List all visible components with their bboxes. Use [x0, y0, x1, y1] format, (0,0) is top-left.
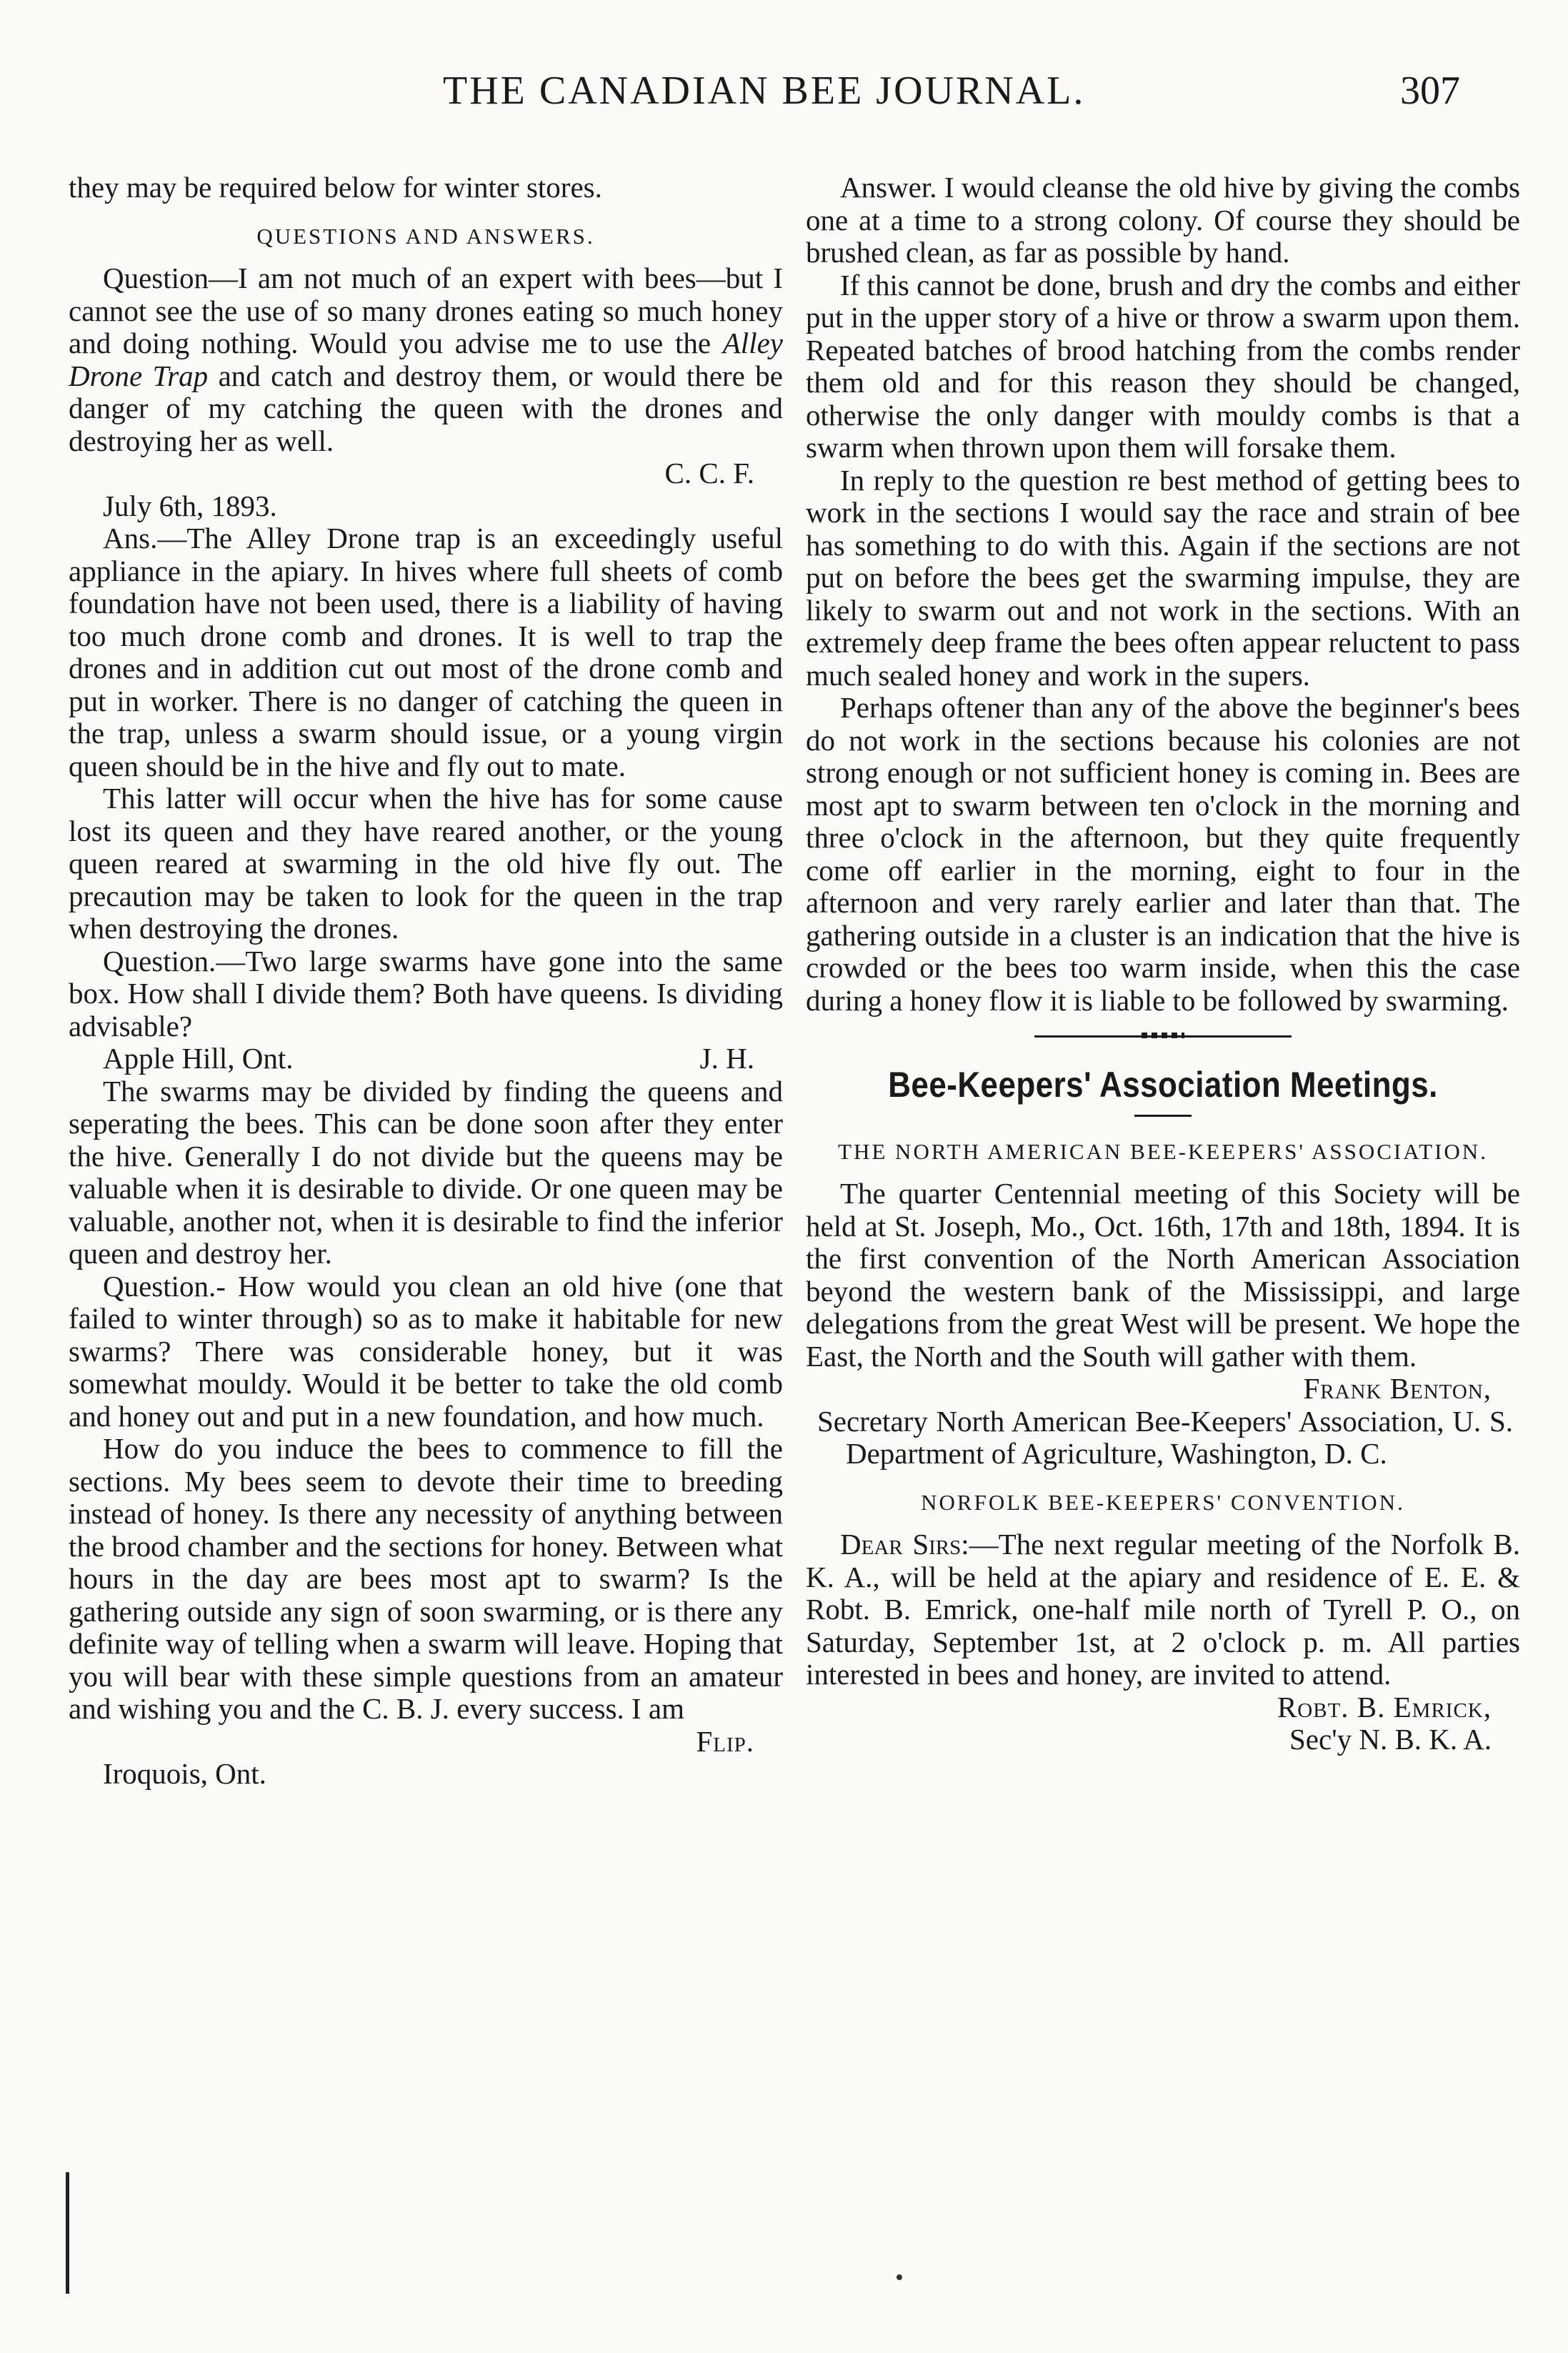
- answer-3-para-4: Perhaps oftener than any of the above the beginner's bees do not work in the sections because his colonies are not strong enough or not sufficient honey is coming in. Bees are most apt to swarm between ten o'clock in the morning and three o'clock in the afternoon, but they quite frequently come off earlier in the morning, eight to four in the afternoon and very rarely earlier and later than that. The gathering outside in a cluster is an indication that the hive is crowded or the bees too warm inside, when this the case during a honey flow it is liable to be followed by swarming.: [806, 691, 1520, 1017]
- right-column: [806, 171, 1520, 1756]
- question-2-place: Apple Hill, Ont.: [103, 1042, 294, 1075]
- north-american-signature: Frank Benton,: [1303, 1372, 1492, 1405]
- question-1: [69, 262, 783, 457]
- answer-1: Ans.—The Alley Drone trap is an exceedingly useful appliance in the apiary. In hives where full sheets of comb foundation have not been used, there is a liability of having too much drone comb and drones. It is well to trap the drones and in addition cut out most of the drone comb and put in worker. There is no danger of catching the queen in the trap, unless a swarm should issue, or a young virgin queen should be in the hive and fly out to mate.: [69, 522, 783, 782]
- stray-dot: [897, 2274, 902, 2280]
- question-3: Question.- How would you clean an old hive (one that failed to winter through) so as to make it habitable for new swarms? There was considerable honey, but it was somewhat mouldy. Would it be better to take the old comb and honey out and put in a new foundation, and how much.: [69, 1269, 783, 1433]
- answer-3-para-2: If this cannot be done, brush and dry the combs and either put in the upper story of a hive or throw a swarm upon them. Repeated batches of brood hatching from the combs render them old and for this reason they should be changed, otherwise the only danger with mouldy combs is that a swarm when thrown upon them will forsake them.: [806, 268, 1520, 464]
- answer-1-continued: This latter will occur when the hive has for some cause lost its queen and they have reared another, or the young queen reared at swarming in the old hive fly out. The precaution may be taken to look for the queen in the trap when destroying the drones.: [69, 782, 783, 945]
- north-american-title: Secretary North American Bee-Keepers' Association, U. S. Department of Agriculture, Washington, D. C.: [817, 1404, 1513, 1470]
- page-number: 307: [1400, 69, 1460, 113]
- trap-name: Alley Drone Trap: [69, 327, 783, 392]
- question-1-date: July 6th, 1893.: [103, 489, 277, 522]
- north-american-heading: THE NORTH AMERICAN BEE-KEEPERS' ASSOCIATION.: [838, 1138, 1488, 1164]
- question-3-signature: Flip.: [696, 1724, 754, 1758]
- question-2: Question.—Two large swarms have gone into the same box. How shall I divide them? Both have queens. Is dividing advisable?: [69, 944, 783, 1043]
- norfolk-body-text: —The next regular meeting of the Norfolk B. K. A., will be held at the apiary and residence of E. E. & Robt. B. Emrick, one-half mile north of Tyrell P. O., on Saturday, September 1st, at 2 o'clock p. m. All parties interested in bees and honey, are invited to attend.: [806, 1528, 1520, 1691]
- norfolk-body: [806, 1528, 1520, 1691]
- north-american-body: The quarter Centennial meeting of this Society will be held at St. Joseph, Mo., Oct. 16th, 17th and 18th, 1894. It is the first convention of the North American Association beyond the western bank of the Mississippi, and large delegations from the great West will be present. We hope the East, the North and the South will gather with them.: [806, 1177, 1520, 1373]
- journal-title: THE CANADIAN BEE JOURNAL.: [443, 69, 1086, 113]
- page-header: [0, 68, 1568, 125]
- margin-mark: [66, 2172, 69, 2294]
- question-1-after: and catch and destroy them, or would there be danger of my catching the queen with the drones and destroying her as well.: [69, 359, 783, 457]
- intro-text: they may be required below for winter stores.: [69, 171, 602, 204]
- answer-3-para-1: Answer. I would cleanse the old hive by giving the combs one at a time to a strong colony. Of course they should be brushed clean, as far as possible by hand.: [806, 171, 1520, 269]
- question-3-place: Iroquois, Ont.: [103, 1757, 266, 1790]
- section-heading: Bee-Keepers' Association Meetings.: [888, 1065, 1438, 1105]
- question-1-before: Question—I am not much of an expert with bees—but I cannot see the use of so many drones eating so much honey and doing nothing. Would you advise me to use the: [69, 262, 783, 359]
- question-1-signature: C. C. F.: [664, 457, 754, 489]
- question-3-continued: How do you induce the bees to commence to fill the sections. My bees seem to devote their time to breeding instead of honey. Is there any necessity of anything between the brood chamber and the sections for honey. Between what hours in the day are bees most apt to swarm? Is the gathering outside any sign of soon swarming, or is there any definite way of telling when a swarm will leave. Hoping that you will bear with these simple questions from an amateur and wishing you and the C. B. J. every success. I am: [69, 1432, 783, 1725]
- norfolk-heading: NORFOLK BEE-KEEPERS' CONVENTION.: [921, 1489, 1405, 1515]
- ornamental-rule: [1034, 1035, 1292, 1045]
- short-rule: [1134, 1115, 1192, 1117]
- norfolk-title: Sec'y N. B. K. A.: [1289, 1723, 1492, 1756]
- qa-heading: QUESTIONS AND ANSWERS.: [256, 223, 595, 249]
- answer-3-para-3: In reply to the question re best method of getting bees to work in the sections I would say the race and strain of bee has something to do with this. Again if the sections are not put on before the bees get the swarming impulse, they are likely to swarm out and not work in the sections. With an extremely deep frame the bees often appear reluctent to pass much sealed honey and work in the supers.: [806, 463, 1520, 692]
- left-column: [69, 171, 783, 1791]
- norfolk-salutation: Dear Sirs:: [840, 1528, 969, 1561]
- question-2-byline: [69, 1043, 783, 1075]
- norfolk-signature: Robt. B. Emrick,: [1277, 1690, 1492, 1723]
- question-2-signature: J. H.: [699, 1042, 754, 1075]
- answer-2: The swarms may be divided by finding the queens and seperating the bees. This can be done soon after they enter the hive. Generally I do not divide but the queens may be valuable when it is desirable to divide. Or one queen may be valuable, another not, when it is desirable to find the inferior queen and destroy her.: [69, 1074, 783, 1270]
